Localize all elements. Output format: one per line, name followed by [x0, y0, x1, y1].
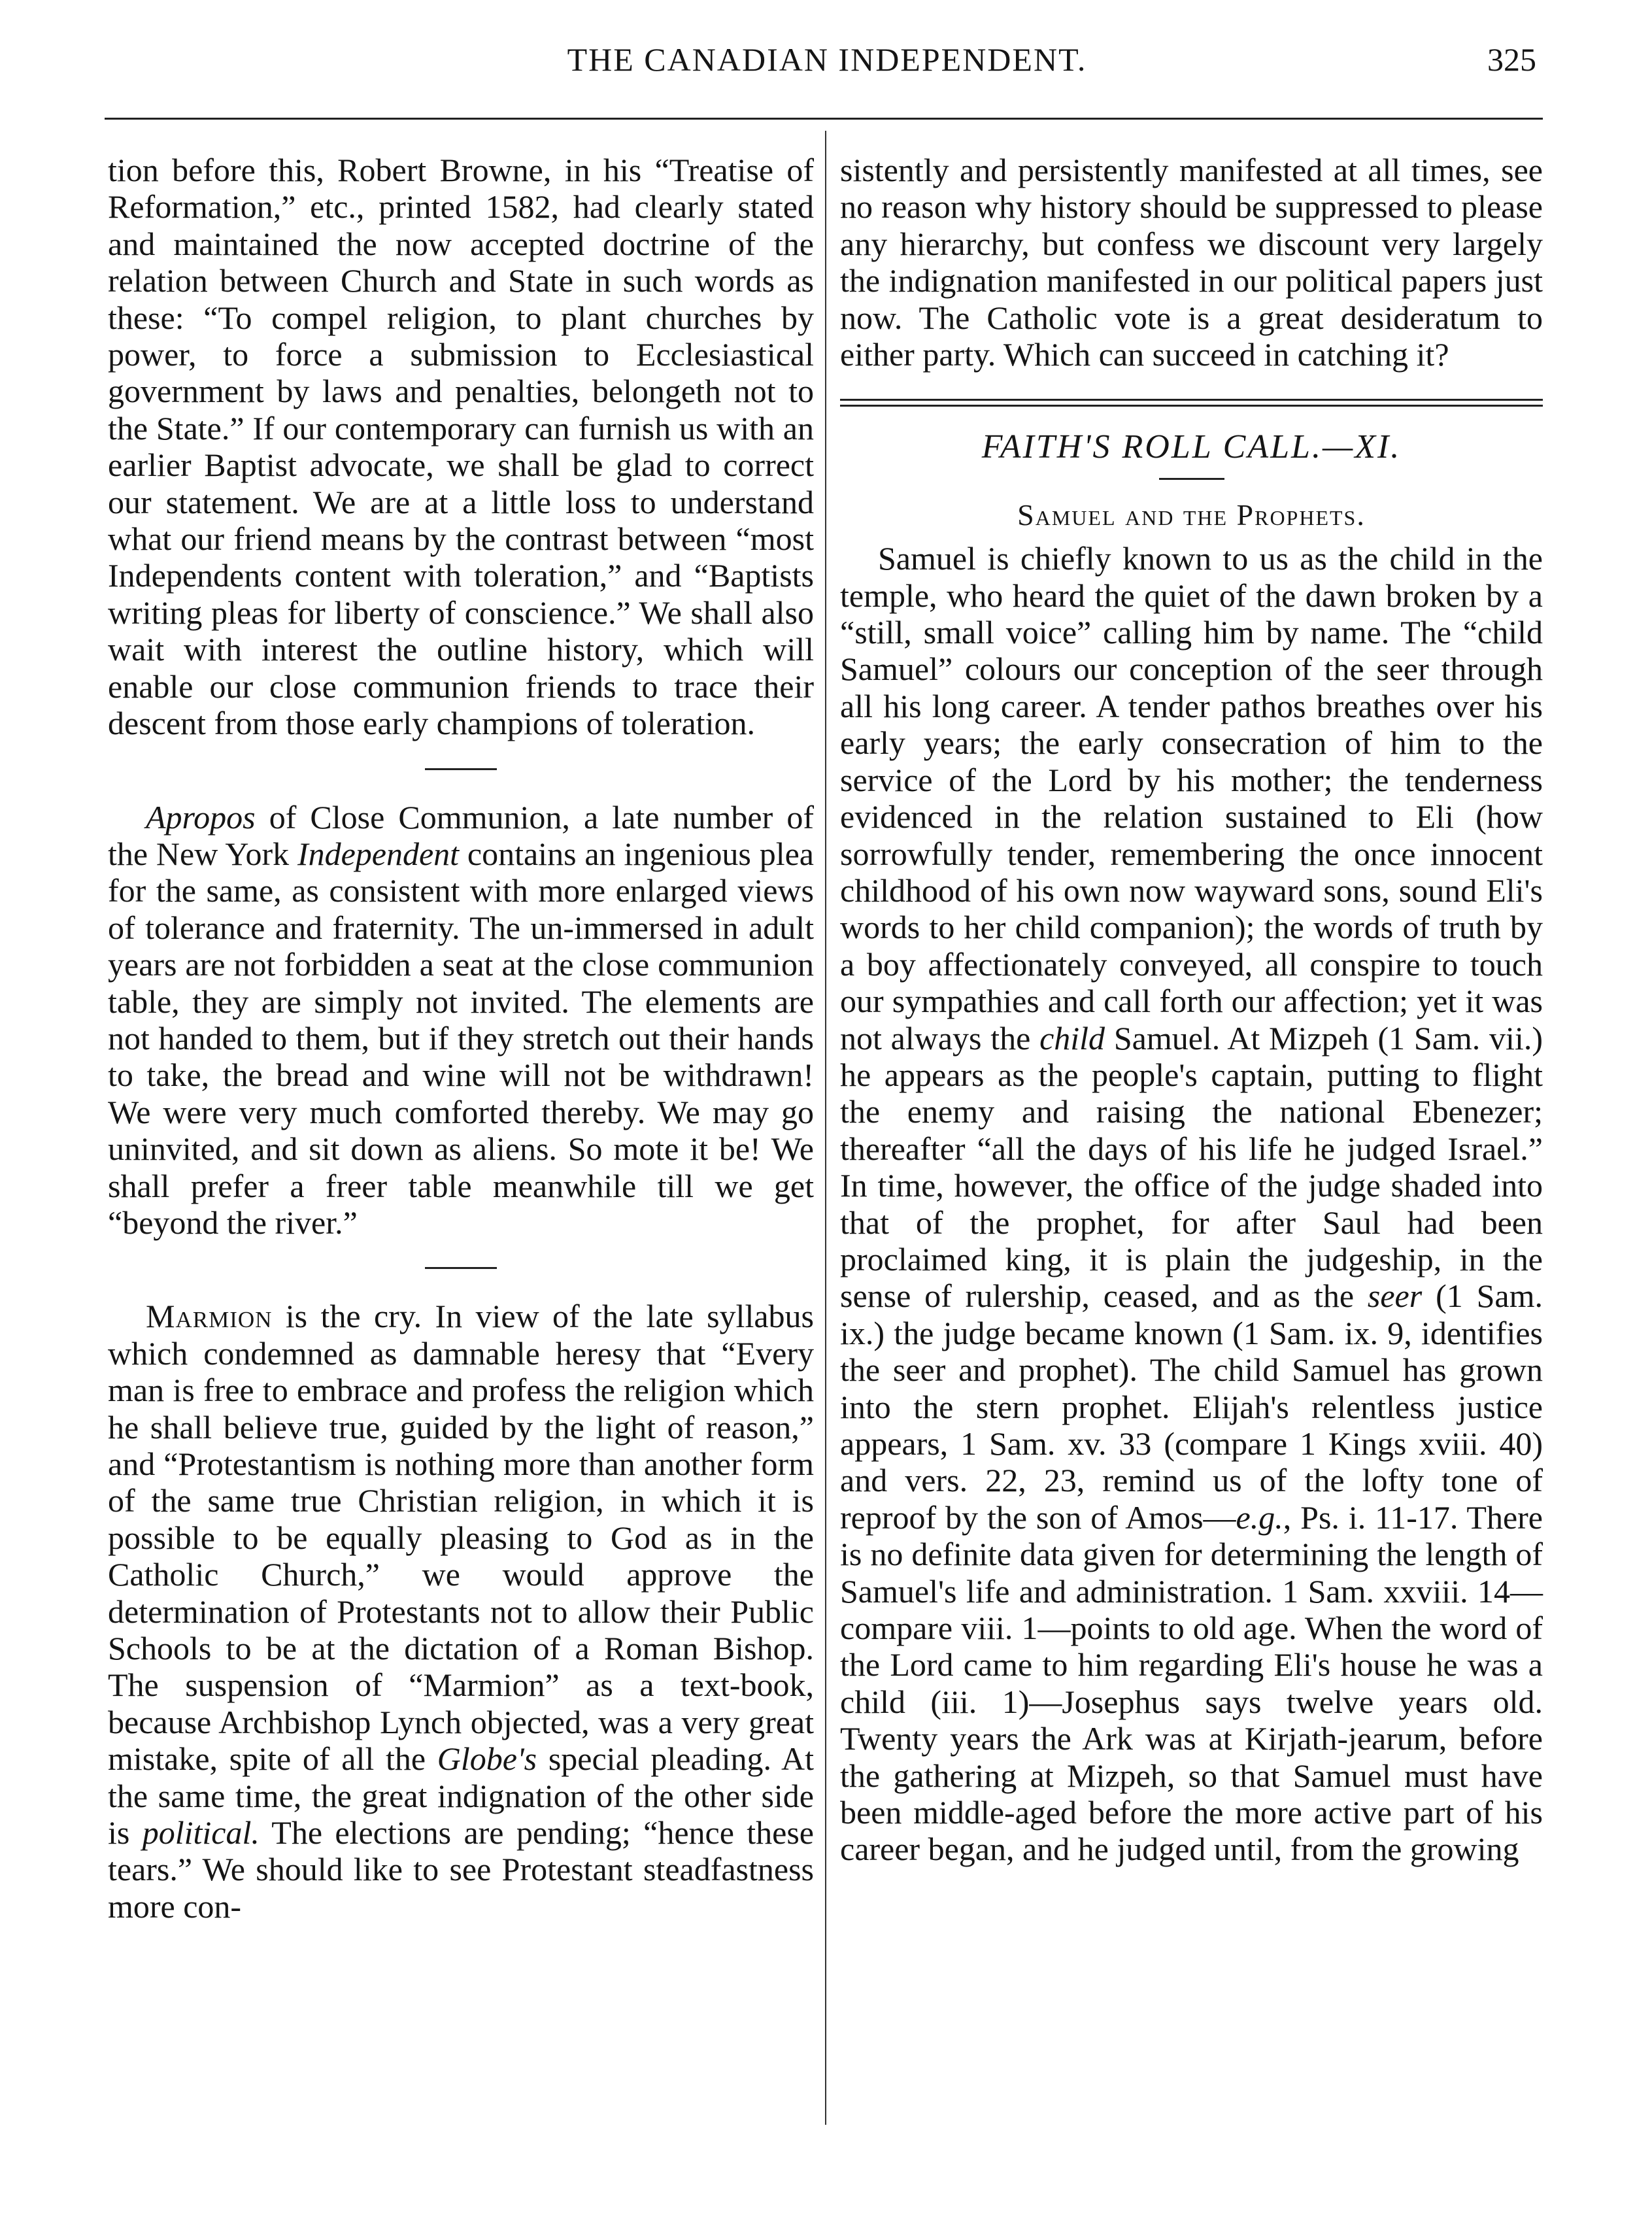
text-span: of Close Communion, a late number of the New York	[108, 798, 814, 872]
right-column	[840, 152, 1543, 1868]
text-span: The elections are pending; “hence these tears.” We should like to see Protestant steadfastness more con-	[108, 1814, 814, 1925]
text-span: Samuel is chiefly known to us as the child in the temple, who heard the quiet of the dawn broken by a “still, small voice” calling him by name. The “child Samuel” colours our conception of the seer through all his long career. A tender pathos breathes over his early years; the early consecration of him to the service of the Lord by his mother; the tenderness evidenced in the relation sustained to Eli (how sorrowfully tender, remembering the once innocent childhood of his own now wayward sons, sound Eli's words to her child companion); the words of truth by a boy affectionately conveyed, all conspire to touch our sympathies and call forth our affection; yet it was not always the	[840, 540, 1543, 1057]
marmion-word: Marmion	[146, 1298, 273, 1335]
seer-word: seer	[1367, 1277, 1423, 1315]
text-span: (1 Sam. ix.) the judge became known (1 Sam. ix. 9, identifies the seer and prophet). The child Samuel has grown into the stern prophet. Elijah's relentless justice appears, 1 Sam. xv. 33 (compare 1 Kings xviii. 40) and vers. 22, 23, remind us of the lofty tone of reproof by the son of Amos—	[840, 1277, 1543, 1536]
paragraph-continuation: sistently and persistently manifested at all times, see no reason why history should be suppressed to please any hierarchy, but confess we discount very largely the indignation manifested in our political papers just now. The Catholic vote is a great desideratum to either party. Which can succeed in catching it?	[840, 152, 1543, 373]
text-span: , Ps. i. 11-17. There is no definite data given for determining the length of Samuel's life and administration. 1 Sam. xxviii. 14—compare viii. 1—points to old age. When the word of the Lord came to him regarding Eli's house he was a child (iii. 1)—Josephus says twelve years old. Twenty years the Ark was at Kirjath-jearum, before the gathering at Mizpeh, so that Samuel must have been middle-aged before the more active part of his career began, and he judged until, from the growing	[840, 1498, 1543, 1868]
text-span: is the cry. In view of the late syllabus which condemned as damnable heresy that “Every man is free to embrace and profess the religion which he shall believe true, guided by the light of reason,” and “Protestantism is nothing more than another form of the same true Christian religion, in which it is possible to be equally pleasing to God as in the Catholic Church,” we would approve the determination of Protestants not to allow their Public Schools to be at the dictation of a Roman Bishop. The suspension of “Marmion” as a text-book, because Archbishop Lynch objected, was a very great mistake, spite of all the	[108, 1298, 814, 1778]
independent-title: Independent	[297, 835, 460, 872]
paragraph-browne: tion before this, Robert Browne, in his “Treatise of Reformation,” etc., printed 1582, had clearly stated and maintained the now accepted doctrine of the relation between Church and State in such words as these: “To compel religion, to plant churches by power, to force a submission to Ecclesiastical government by laws and penalties, belongeth not to the State.” If our contemporary can furnish us with an earlier Baptist advocate, we shall be glad to correct our statement. We are at a little loss to understand what our friend means by the contrast between “most Independents content with toleration,” and “Baptists writing pleas for liberty of conscience.” We shall also wait with interest the outline history, which will enable our close communion friends to trace their descent from those early champions of toleration.	[108, 152, 814, 742]
header-rule	[105, 118, 1543, 120]
text-span: contains an ingenious plea for the same, as consistent with more enlarged views of tolerance and fraternity. The un-immersed in adult years are not forbidden a seat at the close communion table, they are simply not invited. The elements are not handed to them, but if they stretch out their hands to take, the bread and wine will not be withdrawn! We were very much comforted thereby. We may go uninvited, and sit down as aliens. So mote it be! We shall prefer a freer table meanwhile till we get “beyond the river.”	[108, 835, 814, 1241]
double-rule	[840, 399, 1543, 407]
running-title: THE CANADIAN INDEPENDENT.	[567, 41, 1087, 78]
globe-title: Globe's	[437, 1740, 537, 1778]
article-subtitle: Samuel and the Prophets.	[1017, 498, 1366, 532]
text-span: Samuel. At Mizpeh (1 Sam. vii.) he appears as the people's captain, putting to flight the enemy and raising the national Ebenezer; thereafter “all the days of his life he judged Israel.” In time, however, the office of the judge shaded into that of the prophet, for after Saul had been proclaimed king, it is plain the judgeship, in the sense of rulership, ceased, and as the	[840, 1019, 1543, 1315]
eg-abbrev: e.g.	[1236, 1498, 1283, 1536]
child-word: child	[1039, 1019, 1105, 1057]
section-separator	[425, 768, 497, 770]
title-rule	[1159, 478, 1224, 480]
page-number: 325	[1487, 41, 1536, 78]
apropos-word: Apropos	[146, 798, 256, 836]
page-header	[105, 41, 1549, 93]
text-span: special pleading. At the same time, the great indignation of the other side is	[108, 1740, 814, 1852]
paragraph-close-communion	[108, 799, 814, 1242]
paragraph-marmion	[108, 1298, 814, 1925]
paragraph-samuel	[840, 540, 1543, 1868]
column-divider	[825, 131, 826, 2125]
article-title: FAITH'S ROLL CALL.—XI.	[981, 428, 1402, 466]
political-word: political.	[142, 1814, 260, 1852]
left-column	[108, 152, 814, 1925]
section-separator	[425, 1267, 497, 1269]
